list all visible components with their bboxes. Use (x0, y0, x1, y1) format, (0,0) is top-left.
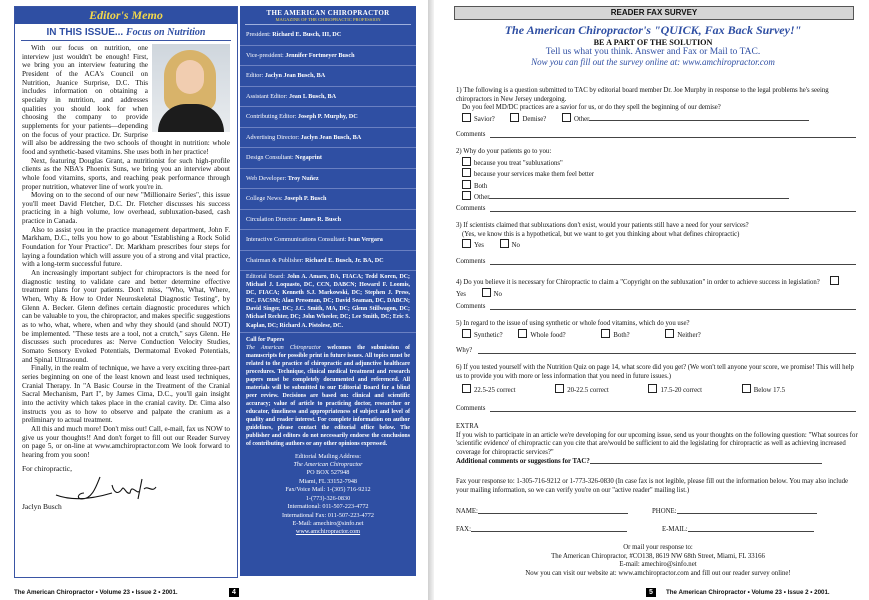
masthead-subtitle: MAGAZINE OF THE CHIROPRACTIC PROFESSION (245, 17, 411, 25)
comments-line[interactable]: Comments (456, 303, 856, 311)
question-5: 5) In regard to the issue of using synthetic or whole food vitamins, which do you use? Synthetic? Whole food? Both? Neither? (456, 320, 701, 339)
memo-closing: For chiropractic, (22, 463, 72, 473)
checkbox[interactable] (462, 384, 471, 393)
checkbox[interactable] (462, 329, 471, 338)
question-3: 3) If scientists claimed that subluxations don't exist, would your patients still have a need for your services? (Yes, we know this is a hypothetical, but we want to get you thinking about what defines chiropractic) Yes No (456, 222, 749, 250)
page-number-left: 4 (229, 588, 239, 597)
footer-right: The American Chiropractor • Volume 23 • Issue 2 • 2001. (666, 589, 830, 596)
question-2: 2) Why do your patients go to you: because you treat "subluxations" because your services make them feel better Both Other (456, 148, 860, 203)
survey-online: Now you can fill out the survey online at: www.amchiropractor.com (531, 57, 775, 67)
checkbox[interactable] (562, 113, 571, 122)
staff-row: Design Consultant: Negaprint (240, 148, 416, 169)
comments-line[interactable]: Comments (456, 205, 856, 213)
memo-paragraph: Also to assist you in the practice management department, John F. Markham, D.C., tells you how to go about "Establishing a Rock Solid Foundation for Your Practice". Dr. Markham prescribes four steps for laying a foundation which will assure you of a strong and vital practice, with a long-term successful future. (22, 225, 230, 269)
memo-paragraph: With our focus on nutrition, one interview just wouldn't be enough! First, we bring you an interview featuring the President of the ACA's Council on Nutrition, Juanice Surprise, D.C. This includes information on obtaining a specialty in nutrition, and addresses qualities you should look for when choosing the company to provide supplements for your patients—depending on the focus of your practice. Dr. Surprise will also be addressing the two schools of thought in nutrition: whole food and synthetic-based vitamins. She uses both in her practice! (22, 44, 230, 156)
masthead (240, 6, 416, 576)
checkbox[interactable] (462, 113, 471, 122)
survey-title-block (454, 23, 852, 67)
call-for-papers (240, 333, 416, 451)
comments-line[interactable]: Comments (456, 405, 856, 413)
staff-row: Vice-president: Jennifer Fortmeyer Busch (240, 46, 416, 67)
signature-image (52, 473, 162, 503)
phone-field[interactable]: PHONE: (652, 508, 817, 515)
memo-body (15, 41, 237, 512)
staff-row: Advertising Director: Jaclyn Jean Busch, BA (240, 128, 416, 149)
survey-title: The American Chiropractor's "QUICK, Fax Back Survey!" (504, 23, 802, 37)
memo-paragraph: An increasingly important subject for chiropractors is the need for diagnostic testing to validate care and better determine effective treatment plans for your patients. Don't miss, "Who, What, Where, When, Why & How to Order Neuroskeletal Diagnostic Testing", by Glenn A. Becker. Glenn defines certain diagnostic procedures which can be valuable to you, the chiropractor, and makes specific suggestions as to who, what, where, when and why they should (and should NOT) be implemented. "These tests are a tool, not a crutch," says Glenn. He discusses such procedures as: Nerve Conduction Velocity Studies, Somato Sensory Evoked Potentials, Dermatomal Evoked Potentials, and Spinal Ultrasound. (22, 269, 230, 364)
issue-topic: Focus on Nutrition (125, 27, 206, 38)
checkbox[interactable] (518, 329, 527, 338)
mailing-address: Editorial Mailing Address: The American Chiropractor PO BOX 527948 Miami, FL 33152-7948 Fax/Voice Mail: 1-(305) 716-9212 1-(773)-326-0830 International: 011-507-223-4772 International Fax: 011-507-223-4772 E-Mail: amechiro@sinfo.net www.amchiropractor.com (240, 451, 416, 537)
fax-field[interactable]: FAX: (456, 526, 627, 533)
survey-email[interactable]: E-mail: amechiro@sinfo.net (619, 561, 697, 569)
checkbox[interactable] (462, 239, 471, 248)
page-number-right: 5 (646, 588, 656, 597)
footer-left: The American Chiropractor • Volume 23 • Issue 2 • 2001. (14, 589, 178, 596)
masthead-title: THE AMERICAN CHIROPRACTOR (266, 9, 390, 17)
survey-header: READER FAX SURVEY (454, 6, 854, 20)
additional-comments-line[interactable] (590, 463, 822, 464)
survey-website[interactable]: Now you can visit our website at: www.amchiropractor.com and fill out our reader survey online! (525, 569, 791, 577)
staff-row: Chairman & Publisher: Richard E. Busch, Jr. BA, DC (240, 251, 416, 272)
checkbox[interactable] (462, 157, 471, 166)
call-title: Call for Papers (246, 336, 285, 343)
checkbox[interactable] (510, 113, 519, 122)
comments-line[interactable]: Comments (456, 131, 856, 139)
memo-title: Editor's Memo (15, 7, 237, 24)
staff-row: Assistant Editor: Jean L Busch, BA (240, 87, 416, 108)
memo-paragraph: Finally, in the realm of technique, we have a very exciting three-part series beginning on one of the least known and least used techniques, Cranial Therapy. In "A Basic Course in the Treatment of the Cranial Sacral Mechanism, Part I", by James Cima, D.C., you'll gain insight into the activity which takes place in the cranial cavity. Dr. Cima also instructs you as to how to observe and palpate the cranium as a preliminary to actual treatment. (22, 364, 230, 425)
name-field[interactable]: NAME: (456, 508, 628, 515)
staff-row: President: Richard E. Busch, III, DC (240, 25, 416, 46)
checkbox[interactable] (482, 288, 491, 297)
editors-memo (14, 6, 238, 578)
staff-row: Interactive Communications Consultant: Ivan Vergara (240, 230, 416, 251)
checkbox[interactable] (462, 180, 471, 189)
mail-response: Or mail your response to: The American Chiropractor, #CO138, 8619 NW 68th Street, Miami, FL 33166 E-mail: amechiro@sinfo.net Now you can visit our website at: www.amchiropractor.com and fill out our reader survey online! (456, 544, 860, 578)
call-text: welcomes the submission of manuscripts for possible print in future issues. All topics must be related to the practice of chiropractic and adjunctive healthcare procedures. Technique, clinical medical treatment and research papers must be completely documented and referenced. All materials will be submitted to our Editorial Board for a blind peer review. Decisions are based on: clinical and scientific accuracy; value of article to practicing doctor, researcher or educator, timeliness and appropriateness of subject and level of quality and reader interest. For complete information on author guidelines, please contact the editorial office below. The publisher and editors do not necessarily endorse the conclusions of contributing authors or any other opinions expressed. (246, 344, 410, 447)
why-line[interactable]: Why? (456, 347, 856, 355)
staff-row: Editor: Jaclyn Jean Busch, BA (240, 66, 416, 87)
issue-heading (21, 24, 231, 41)
signature-name: Jaclyn Busch (22, 502, 62, 512)
memo-paragraph: Moving on to the second of our new "Millionaire Series", this issue you'll meet David Fletcher, D.C. Dr. Fletcher discusses his success practicing in a high volume, low overhead, subluxation-based, cash practice in Canada. (22, 191, 230, 226)
memo-paragraph: Next, featuring Douglas Grant, a nutritionist for such high-profile clients as the NBA's Phoenix Suns, we bring you an interview about whole food vitamins, sports, and reaching peak performance through proper nutrition, whatever line of work you're in. (22, 156, 230, 191)
checkbox[interactable] (555, 384, 564, 393)
staff-row: Web Developer: Troy Nuñez (240, 169, 416, 190)
checkbox[interactable] (665, 329, 674, 338)
fax-response: Fax your response to: 1-305-716-9212 or 1-773-326-0830 (In case fax is not legible, please fill out the information below. You may also include your mailing information, so we can verify you're on our "active reader" mailing list.) (456, 478, 849, 494)
checkbox[interactable] (648, 384, 657, 393)
checkbox[interactable] (601, 329, 610, 338)
editor-photo (152, 44, 230, 132)
signature (22, 473, 230, 503)
question-1: 1) The following is a question submitted to TAC by editorial board member Dr. Joe Murphy in response to the legal problems he's seeing chiropractors in New Jersey undergoing. Do you feel MD/DC practices are a savior for us, or do they spell the beginning of our demise? Savior? Demise? Other (456, 87, 829, 123)
comments-line[interactable]: Comments (456, 258, 856, 266)
email-link[interactable]: E-Mail: amechiro@sinfo.net (292, 519, 364, 527)
email-field[interactable]: E-MAIL: (662, 526, 814, 533)
editorial-board: Editorial Board: John A. Amaro, DA, FIACA; Tedd Koren, DC; Michael J. Loquasto, DC, CCN, DABCN; Howard F. Loomis, DC, FIACA; Kenneth S.J. Markowski, DC; Stephen J. Press, DC, FACSM; Alan Pressman, DC; David Seaman, DC, DABCN; David Singer, DC; J.C. Smith, MA, DC; Glenn Stillwagon, DC; Michael Rechter, DC; John Wheeler, DC; Lee Smith, DC; Eric S. Kaplan, DC; Richard A. Pistolese, DC. (240, 271, 416, 333)
survey-instructions: Tell us what you think. Answer and Fax or Mail to TAC. (545, 47, 761, 57)
memo-paragraph: All this and much more! Don't miss out! Call, e-mail, fax us NOW to give us your thoughts!! And don't forget to fill out our Reader Survey on page 5, or on-line at www.amchiropractor.com We look forward to hearing from you soon! (22, 424, 230, 459)
checkbox[interactable] (500, 239, 509, 248)
question-4: 4) Do you believe it is necessary for Chiropractic to claim a "Copyright on the subluxation" in order to achieve success in legislation? Yes No (456, 276, 860, 299)
call-magazine: The American Chiropractor (246, 344, 322, 351)
left-page (0, 0, 429, 600)
checkbox[interactable] (462, 191, 471, 200)
website-link[interactable]: www.amchiropractor.com (295, 528, 361, 536)
checkbox[interactable] (830, 276, 839, 285)
right-page (434, 0, 869, 600)
checkbox[interactable] (742, 384, 751, 393)
staff-row: Contributing Editor: Joseph P. Murphy, DC (240, 107, 416, 128)
extra-section: EXTRA If you wish to participate in an article we're developing for our upcoming issue, send us your thoughts on the following question: "What sources for 'scientific evidence' of chiropractic can you cite that are/would be sufficient to aid the legislating for chiropractic as well as achieving increased coverage for chiropractic services?" Additional comments or suggestions for TAC? (456, 423, 858, 466)
staff-row: Circulation Director: James R. Busch (240, 210, 416, 231)
survey-subtitle: BE A PART OF THE SOLUTION (593, 38, 713, 47)
issue-title: IN THIS ISSUE... (46, 27, 124, 38)
question-6: 6) If you tested yourself with the Nutrition Quiz on page 14, what score did you get? (We won't tell anyone your score, we promise! This will help us to provide you with more or less information that you need in future issues.) 22.5-25 correct 20-22.5 correct 17.5-20 correct Below 17.5 (456, 364, 854, 395)
staff-row: College News: Joseph P. Busch (240, 189, 416, 210)
checkbox[interactable] (462, 168, 471, 177)
